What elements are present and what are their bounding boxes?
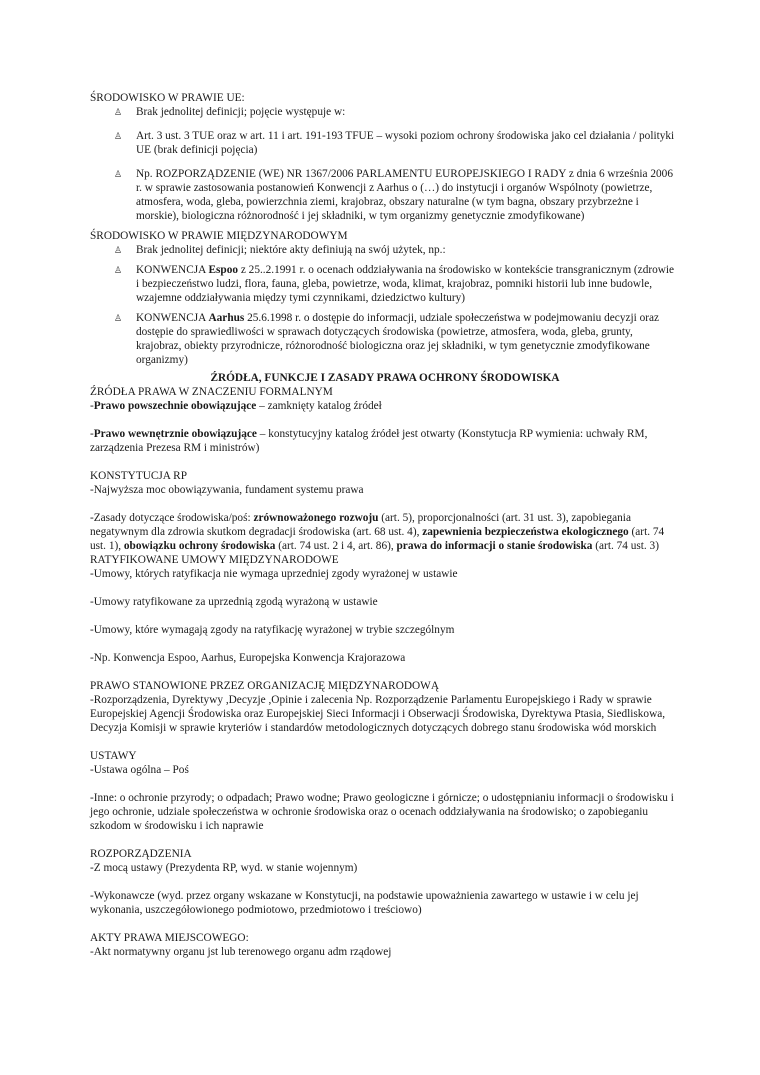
internal-law-line: -Prawo wewnętrznie obowiązujące – konstytucyjny katalog źródeł jest otwarty (Konstytucja RP wymienia: uchwały RM, zarządzenia Prezesa RM i ministrów) <box>90 428 648 454</box>
document-body <box>90 91 680 959</box>
ratified-line: -Np. Konwencja Espoo, Aarhus, Europejska Konwencja Krajorazowa <box>90 652 406 664</box>
local-law-line-1: -Akt normatywny organu jst lub terenowego organu adm rządowej <box>90 946 392 958</box>
list-item: ♙ KONWENCJA Aarhus 25.6.1998 r. o dostępie do informacji, udziale społeczeństwa w podejmowaniu decyzji oraz dostępie do sprawiedliwości w sprawach dotyczących środowiska (powietrze, atmosfera, woda, gleba, grunty, krajobraz, obiekty przyrodnicze, różnorodność biologiczna oraz jej składniki, w tym genetycznie zmodyfikowane organizmy) <box>114 312 660 366</box>
bullet-icon: ♙ <box>114 265 123 275</box>
list-item: ♙ Art. 3 ust. 3 TUE oraz w art. 11 i art. 191-193 TFUE – wysoki poziom ochrony środowiska jako cel działania / polityki UE (brak definicji pojęcia) <box>114 130 675 156</box>
statutes-line-1: -Ustawa ogólna – Poś <box>90 764 189 776</box>
heading-international: ŚRODOWISKO W PRAWIE MIĘDZYNARODOWYM <box>90 230 348 242</box>
heading-formal-sources: ŹRÓDŁA PRAWA W ZNACZENIU FORMALNYM <box>90 386 333 398</box>
bullet-icon: ♙ <box>114 131 123 141</box>
ratified-line: -Umowy ratyfikowane za uprzednią zgodą wyrażoną w ustawie <box>90 596 378 608</box>
regulations-line-1: -Z mocą ustawy (Prezydenta RP, wyd. w stanie wojennym) <box>90 862 358 874</box>
heading-ratified: RATYFIKOWANE UMOWY MIĘDZYNARODOWE <box>90 554 339 566</box>
heading-local-law: AKTY PRAWA MIEJSCOWEGO: <box>90 932 249 944</box>
bullet-icon: ♙ <box>114 169 123 179</box>
org-law-text: -Rozporządzenia, Dyrektywy ,Decyzje ,Opinie i zalecenia Np. Rozporządzenie Parlamentu Europejskiego i Rady w sprawie Europejskiej Agencji Środowiska oraz Europejskiej Sieci Informacji i Obserwacji Środowiska, Dyrektywa Ptasia, Siedliskowa, Decyzja Komisji w sprawie kryteriów i standardów metodologicznych dotyczących dobrego stanu środowiska wód morskich <box>90 694 666 734</box>
constitution-line-1: -Najwyższa moc obowiązywania, fundament systemu prawa <box>90 484 364 496</box>
heading-eu: ŚRODOWISKO W PRAWIE UE: <box>90 92 245 104</box>
ratified-line: -Umowy, które wymagają zgody na ratyfikację wyrażonej w trybie szczególnym <box>90 624 455 636</box>
heading-regulations: ROZPORZĄDZENIA <box>90 848 192 860</box>
heading-constitution: KONSTYTUCJA RP <box>90 470 187 482</box>
heading-org-law: PRAWO STANOWIONE PRZEZ ORGANIZACJĘ MIĘDZYNARODOWĄ <box>90 680 439 692</box>
list-item: ♙ Brak jednolitej definicji; pojęcie występuje w: <box>114 106 346 118</box>
eu-list <box>114 105 680 223</box>
bullet-icon: ♙ <box>114 107 123 117</box>
bullet-icon: ♙ <box>114 245 123 255</box>
bullet-icon: ♙ <box>114 313 123 323</box>
list-item: ♙ KONWENCJA Espoo z 25..2.1991 r. o ocenach oddziaływania na środowisko w kontekście transgranicznym (zdrowie i bezpieczeństwo ludzi, flora, fauna, gleba, powietrze, woda, klimat, krajobraz, pomniki historii lub inne budowle, wzajemne oddziaływania między tymi czynnikami, dziedzictwo kultury) <box>114 264 675 304</box>
list-item: ♙ Np. ROZPORZĄDZENIE (WE) NR 1367/2006 PARLAMENTU EUROPEJSKIEGO I RADY z dnia 6 września 2006 r. w sprawie zastosowania postanowień Konwencji z Aarhus o (…) do instytucji i organów Wspólnoty (powietrze, atmosfera, woda, gleba, powierzchnia ziemi, krajobraz, obszary naturalne (w tym bagna, obszary przybrzeżne i morskie), biologiczna różnorodność i jej składniki, w tym organizmy genetycznie zmodyfikowane) <box>114 168 673 222</box>
list-item: ♙ Brak jednolitej definicji; niektóre akty definiują na swój użytek, np.: <box>114 244 446 256</box>
sources-title: ŹRÓDŁA, FUNKCJE I ZASADY PRAWA OCHRONY ŚRODOWISKA <box>210 372 560 384</box>
constitution-principles: -Zasady dotyczące środowiska/poś: zrównoważonego rozwoju (art. 5), proporcjonalności (art. 31 ust. 3), zapobiegania negatywnym dla zdrowia skutkom degradacji środowiska (art. 68 ust. 4), zapewnienia bezpieczeństwa ekologicznego (art. 74 ust. 1), obowiązku ochrony środowiska (art. 74 ust. 2 i 4, art. 86), prawa do informacji o stanie środowiska (art. 74 ust. 3) <box>90 512 665 552</box>
statutes-line-2: -Inne: o ochronie przyrody; o odpadach; Prawo wodne; Prawo geologiczne i górnicze; o udostępnianiu informacji o środowisku i jego ochronie, udziale społeczeństwa w ochronie środowiska oraz o ocenach oddziaływania na środowisko; o zapobieganiu szkodom w środowisku i ich naprawie <box>90 792 674 832</box>
heading-statutes: USTAWY <box>90 750 137 762</box>
regulations-line-2: -Wykonawcze (wyd. przez organy wskazane w Konstytucji, na podstawie upoważnienia zawartego w ustawie i w celu jej wykonania, uszczegółowionego podmiotowo, przedmiotowo i treściowo) <box>90 890 639 916</box>
intl-list <box>114 243 680 367</box>
ratified-line: -Umowy, których ratyfikacja nie wymaga uprzedniej zgody wyrażonej w ustawie <box>90 568 458 580</box>
universal-law-line: -Prawo powszechnie obowiązujące – zamknięty katalog źródeł <box>90 400 382 412</box>
